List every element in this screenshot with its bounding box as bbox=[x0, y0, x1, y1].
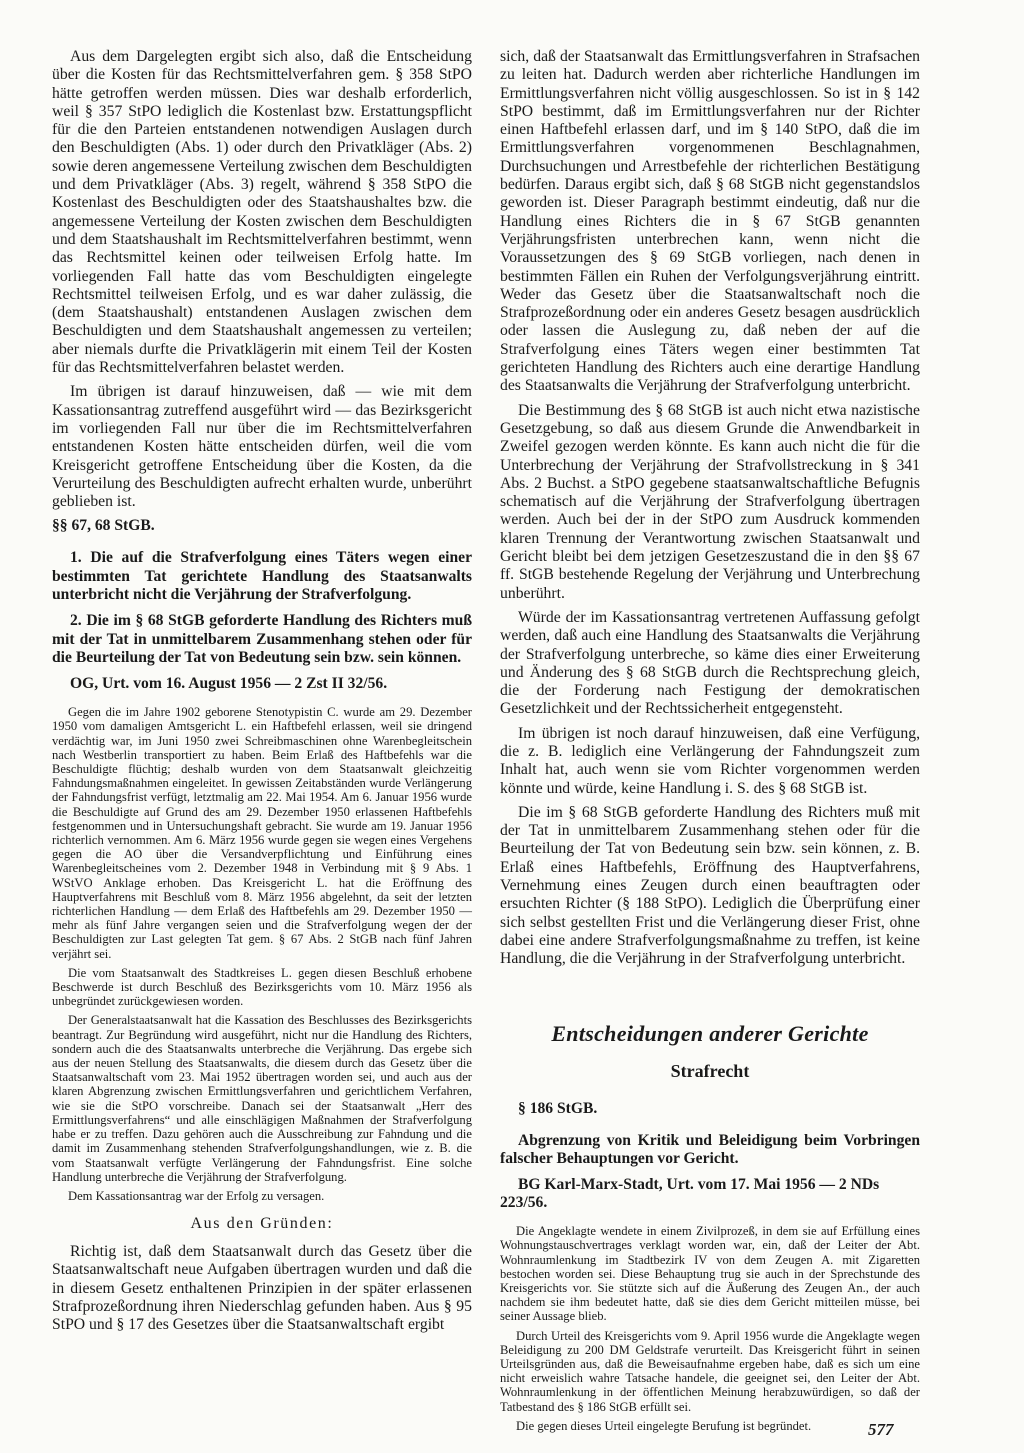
section-title: Entscheidungen anderer Gerichte bbox=[551, 1020, 869, 1046]
body-paragraph: Die im § 68 StGB geforderte Handlung des Richters muß mit der Tat in unmittelbarem Zusammenhang stehen oder für die Beurteilung der Tat von Bedeutung sein bzw. sein können, z. B. Erlaß eines Haftbefehls, Eröffnung des Hauptverfahrens, Vernehmung eines Zeugen durch einen beauftragten oder ersuchten Richter (§ 188 StPO). Lediglich die Überprüfung einer sich selbst gestellten Frist und die Verlängerung dieser Frist, ohne dabei eine andere Strafverfolgungsmaßnahme zu treffen, ist keine Handlung, die die Verjährung in der Strafverfolgung unterbricht. bbox=[500, 803, 920, 968]
facts-paragraph: Gegen die im Jahre 1902 geborene Stenotypistin C. wurde am 29. Dezember 1950 vom damaligen Amtsgericht L. ein Haftbefehl erlassen, weil sie dringend verdächtig war, im Juni 1950 zwei Schreibmaschinen ohne Warenbegleitschein nach Westberlin transportiert zu haben. Beim Erlaß des Haftbefehls war die Beschuldigte flüchtig; deshalb wurden von dem Staatsanwalt gleichzeitig Fahndungsmaßnahmen eingeleitet. In gewissen Zeitabständen wurde Verlängerung der Fahndungsfrist verfügt, letztmalig am 22. Mai 1954. Am 6. Januar 1956 wurde die Beschuldigte auf Grund des am 29. Dezember 1950 erlassenen Haftbefehls festgenommen und in Untersuchungshaft gebracht. Sie wurde am 19. Januar 1956 richterlich vernommen. Am 6. März 1956 wurde gegen sie wegen eines Vergehens gegen die AO über die Versandverpflichtung und Einführung eines Warenbegleitscheines vom 2. Dezember 1948 in Verbindung mit § 9 Abs. 1 WStVO Anklage erhoben. Das Kreisgericht L. hat die Eröffnung des Hauptverfahrens mit Beschluß vom 8. März 1956 abgelehnt, da seit der letzten richterlichen Handlung — dem Erlaß des Haftbefehls am 29. Dezember 1950 — mehr als fünf Jahre vergangen seien und die Strafverfolgung wegen der der Beschuldigten zur Last gelegten Tat gem. § 67 Abs. 2 StGB nach fünf Jahren verjährt sei. bbox=[52, 705, 472, 961]
thesis-2: 2. Die im § 68 StGB geforderte Handlung des Richters muß mit der Tat in unmittelbarem Zusammenhang stehen oder für die Beurteilung der Tat von Bedeutung sein bzw. sein können. bbox=[52, 612, 472, 666]
page-number: 577 bbox=[868, 1420, 894, 1439]
body-paragraph: Würde der im Kassationsantrag vertretenen Auffassung gefolgt werden, daß auch eine Handlung des Staatsanwalts die Verjährung der Strafverfolgung unterbreche, so käme dies einer Erweiterung und Änderung des § 68 StGB durch die Rechtsprechung gleich, die der Forderung nach Festigung der demokratischen Gesetzlichkeit und der Rechtssicherheit entgegensteht. bbox=[500, 608, 920, 718]
facts-paragraph: Die gegen dieses Urteil eingelegte Berufung ist begründet. bbox=[516, 1418, 812, 1433]
right-column bbox=[500, 48, 920, 1438]
thesis: Abgrenzung von Kritik und Beleidigung beim Vorbringen falscher Behauptungen vor Gericht. bbox=[500, 1131, 920, 1167]
facts-paragraph: Dem Kassationsantrag war der Erfolg zu versagen. bbox=[68, 1188, 325, 1203]
reasons-heading: Aus den Gründen: bbox=[190, 1215, 334, 1233]
body-paragraph: Im übrigen ist noch darauf hinzuweisen, daß eine Verfügung, die z. B. lediglich eine Verlängerung der Fahndungszeit zum Inhalt hat, auch wenn sie vom Richter vorgenommen werden könnte und würde, keine Handlung i. S. des § 68 StGB ist. bbox=[500, 724, 920, 797]
body-paragraph: Die Bestimmung des § 68 StGB ist auch nicht etwa nazistische Gesetzgebung, so daß aus diesem Grunde die Anwendbarkeit in Zweifel gezogen werden könnte. Es kann auch nicht die für die Unterbrechung der Verjährung der Strafvollstreckung in § 341 Abs. 2 Buchst. a StPO gegebene staatsanwaltschaftliche Befugnis schematisch auf die Verjährung der Strafverfolgung übertragen werden. Auch bei der in der StPO zum Ausdruck kommenden klaren Trennung der Verantwortung zwischen Staatsanwalt und Gericht bleibt bei dem jetzigen Gesetzeszustand die in den §§ 67 ff. StGB bestehende Regelung der Verjährung und Unterbrechung unberührt. bbox=[500, 401, 920, 602]
rule-heading: §§ 67, 68 StGB. bbox=[52, 517, 155, 535]
body-paragraph: Im übrigen ist darauf hinzuweisen, daß — wie mit dem Kassationsantrag zutreffend ausgeführt wird — das Bezirksgericht im vorliegenden Fall nur über die im Rechtsmittelverfahren entstandenen Kosten hätte entscheiden dürfen, weil die vom Kreisgericht getroffene Entscheidung über die Kosten, da die Verurteilung des Beschuldigten aufrecht erhalten wurde, unberührt geblieben ist. bbox=[52, 383, 472, 511]
thesis-1: 1. Die auf die Strafverfolgung eines Täters wegen einer bestimmten Tat gerichtete Handlung des Staatsanwalts unterbricht nicht die Verjährung der Strafverfolgung. bbox=[52, 549, 472, 604]
rule-heading: § 186 StGB. bbox=[518, 1099, 598, 1117]
left-column bbox=[52, 48, 472, 1341]
facts-paragraph: Durch Urteil des Kreisgerichts vom 9. April 1956 wurde die Angeklagte wegen Beleidigung zu 200 DM Geldstrafe verurteilt. Das Kreisgericht führt in seinen Urteilsgründen aus, daß die Beweisaufnahme ergeben habe, daß es sich um eine nicht erweislich wahre Tatsache handele, die geeignet sei, den Leiter der Abt. Wohnraumlenkung in der öffentlichen Meinung herabzuwürdigen, so daß der Tatbestand des § 186 StGB erfüllt sei. bbox=[500, 1328, 920, 1414]
body-paragraph: Aus dem Dargelegten ergibt sich also, daß die Entscheidung über die Kosten für das Rechtsmittelverfahren gem. § 358 StPO hätte getroffen werden müssen. Dies war deshalb erforderlich, weil § 357 StPO lediglich die Kostenlast bzw. Erstattungspflicht für die den Parteien entstandenen notwendigen Auslagen durch den Beschuldigten (Abs. 1) oder durch den Privatkläger (Abs. 2) sowie deren angemessene Verteilung zwischen dem Beschuldigten und dem Privatkläger (Abs. 3) regelt, während § 358 StPO die Kostenlast des Beschuldigten oder des Staatshaushaltes bzw. die angemessene Verteilung der Kosten zwischen dem Beschuldigten und dem Staatshaushalt im Rechtsmittelverfahren bestimmt, wenn das Rechtsmittel keinen oder teilweisen Erfolg hatte. Im vorliegenden Fall hatte das vom Beschuldigten eingelegte Rechtsmittel teilweisen Erfolg, und es war daher zulässig, die (dem Staatshaushalt) entstandenen Auslagen zwischen dem Beschuldigten und dem Staatshaushalt angemessen zu verteilen; aber niemals durfte die Privatklägerin mit einem Teil der Kosten für das Rechtsmittelverfahren belastet werden. bbox=[52, 48, 472, 377]
case-citation: BG Karl-Marx-Stadt, Urt. vom 17. Mai 1956 — 2 NDs 223/56. bbox=[500, 1176, 880, 1212]
body-paragraph: Richtig ist, daß dem Staatsanwalt durch das Gesetz über die Staatsanwaltschaft neue Aufgaben übertragen wurden und daß die in diesem Gesetz enthaltenen Prinzipien in der später erlassenen Strafprozeßordnung ihren Niederschlag gefunden haben. Aus § 95 StPO und § 17 des Gesetzes über die Staatsanwaltschaft ergibt bbox=[52, 1243, 472, 1334]
case-citation: OG, Urt. vom 16. August 1956 — 2 Zst II 32/56. bbox=[70, 675, 388, 693]
body-paragraph: sich, daß der Staatsanwalt das Ermittlungsverfahren in Strafsachen zu leiten hat. Dadurch werden aber richterliche Handlungen im Ermittlungsverfahren nicht völlig ausgeschlossen. So ist in § 142 StPO bestimmt, daß im Ermittlungsverfahren nur der Richter einen Haftbefehl erlassen darf, und im § 140 StPO, daß die im Ermittlungsverfahren vorgenommenen Beschlagnahmen, Durchsuchungen und Arrestbefehle der richterlichen Bestätigung bedürfen. Daraus ergibt sich, daß § 68 StGB nicht gegenstandslos geworden ist. Dieser Paragraph bestimmt eindeutig, daß nur die Handlung eines Richters die in § 67 StGB genannten Verjährungsfristen unterbrechen kann, wenn nicht die Voraussetzungen des § 69 StGB vorliegen, nach denen in bestimmten Fällen ein Ruhen der Verfolgungsverjährung eintritt. Weder das Gesetz über die Staatsanwaltschaft noch die Strafprozeßordnung oder ein anderes Gesetz besagen ausdrücklich oder lassen die Auslegung zu, daß neben der auf die Strafverfolgung eines Täters wegen einer bestimmten Tat gerichteten Handlung des Richters auch eine derartige Handlung des Staatsanwalts die Verjährung der Strafverfolgung unterbricht. bbox=[500, 48, 920, 395]
facts-paragraph: Der Generalstaatsanwalt hat die Kassation des Beschlusses des Bezirksgerichts beantragt. Zur Begründung wird ausgeführt, nicht nur die Handlung des Richters, sondern auch die des Staatsanwalts unterbreche die Verjährung. Das ergebe sich aus der neuen Stellung des Staatsanwalts, die diesem durch das Gesetz über die Staatsanwaltschaft vom 23. Mai 1952 übertragen worden sei, und auch aus der klaren Abgrenzung zwischen Ermittlungsverfahren und gerichtlichem Verfahren, wie sie die StPO vorschreibe. Danach sei der Staatsanwalt „Herr des Ermittlungsverfahrens“ und alle einschlägigen Maßnahmen der Strafverfolgung habe er zu treffen. Dazu gehören auch die Ausschreibung zur Fahndung und die damit im Zusammenhang stehenden Strafverfolgungshandlungen, wie z. B. die vom Staatsanwalt verfügte Verlängerung der Fahndungsfrist. Eine solche Handlung unterbreche die Verjährung der Strafverfolgung. bbox=[52, 1013, 472, 1184]
facts-paragraph: Die vom Staatsanwalt des Stadtkreises L. gegen diesen Beschluß erhobene Beschwerde ist durch Beschluß des Bezirksgerichts vom 10. März 1956 als unbegründet zurückgewiesen worden. bbox=[52, 965, 472, 1009]
subsection-title: Strafrecht bbox=[670, 1060, 750, 1081]
facts-paragraph: Die Angeklagte wendete in einem Zivilprozeß, in dem sie auf Erfüllung eines Wohnungstauschvertrages verklagt worden war, ein, daß der Leiter der Abt. Wohnraumlenkung im Stadtbezirk IV von dem Zeugen A. mit Zigaretten bestochen worden sei. Diese Behauptung trug sie auch in der Sprechstunde des Kreisgerichts vor. Sie stützte sich auf die Äußerung des Zeugen An., der auch nachdem sie ihm bedeutet hatte, daß sie dies dem Gericht mitteilen müsse, bei seiner Aussage blieb. bbox=[500, 1224, 920, 1324]
